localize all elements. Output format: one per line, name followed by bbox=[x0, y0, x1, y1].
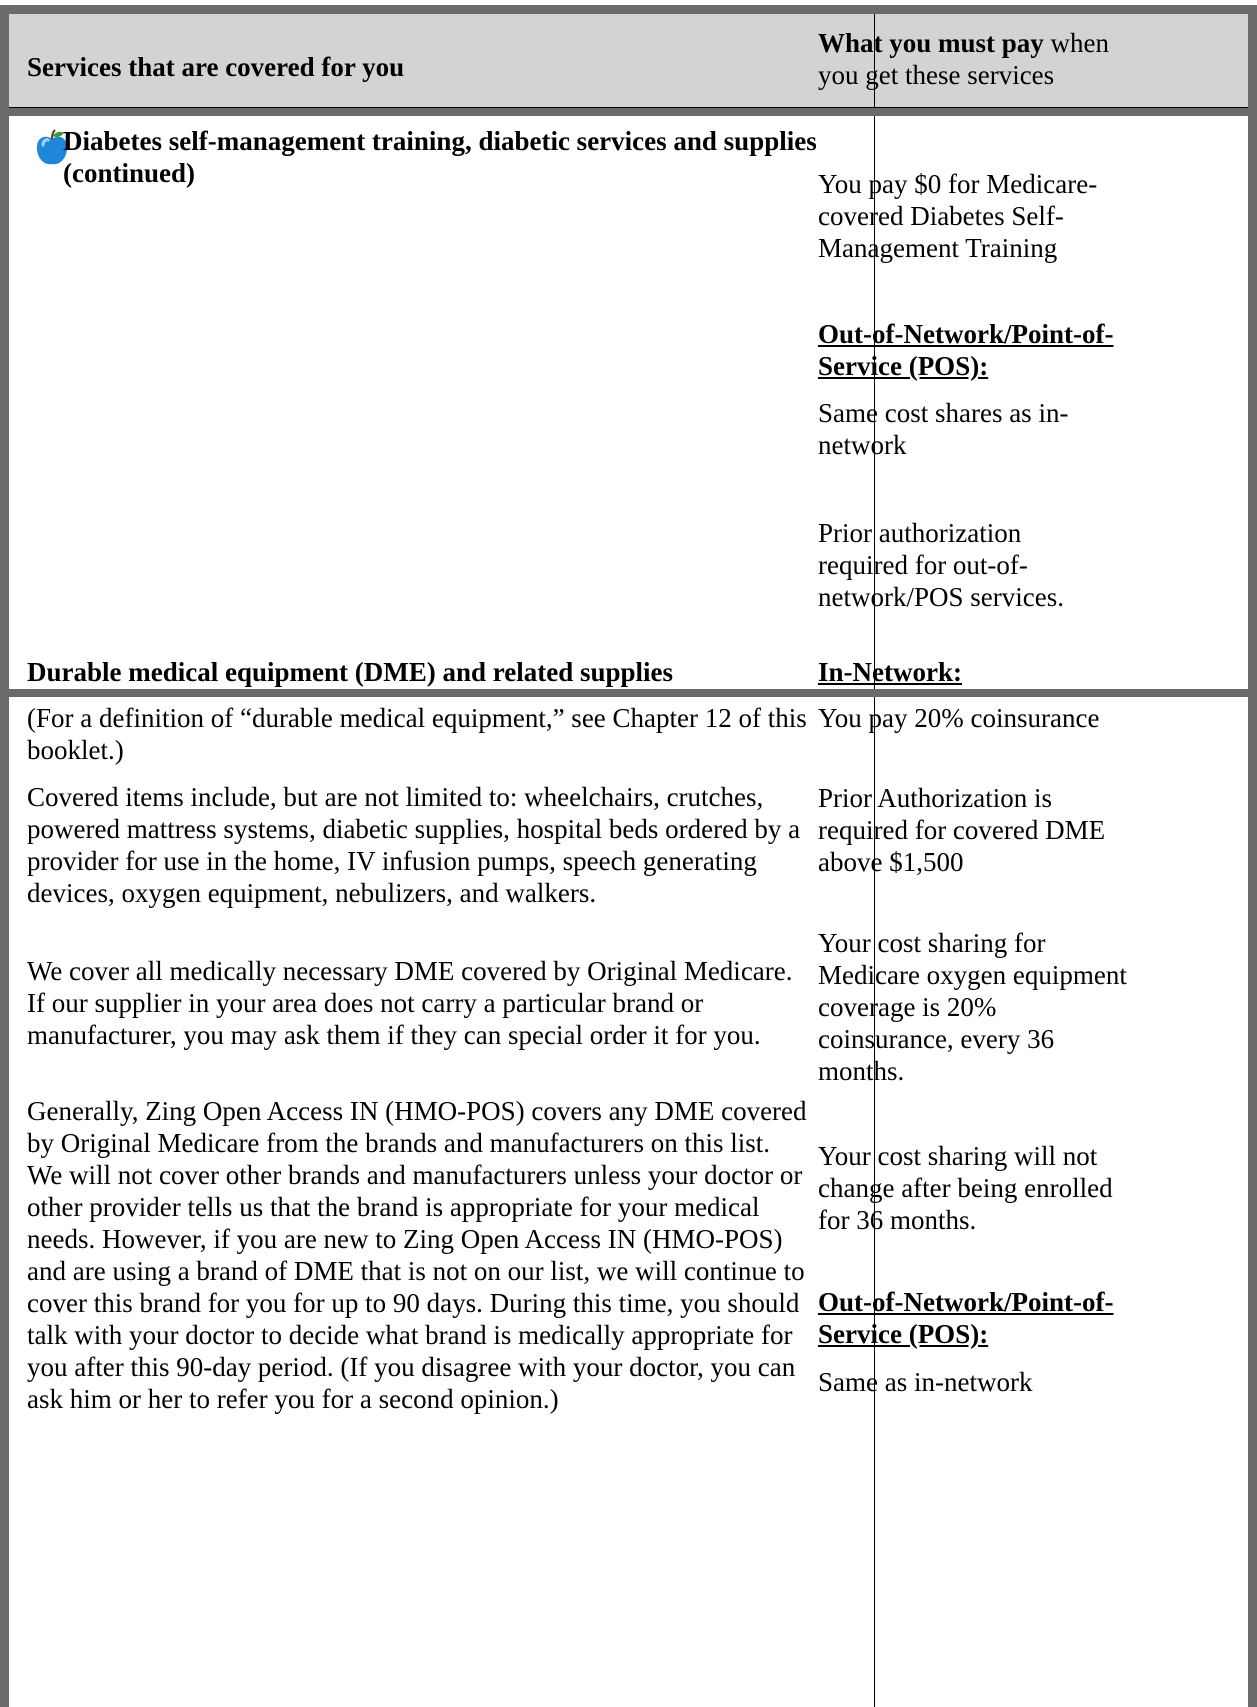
row2-covered-items: Covered items include, but are not limited to: wheelchairs, crutches, powered mattress systems, diabetic supplies, hospital beds ordered by a provider for use in the home, IV infusion pumps, speech generating devices, oxygen equipment, nebulizers, and walkers. bbox=[27, 782, 801, 908]
row2-oxygen: Your cost sharing for Medicare oxygen equipment coverage is 20% coinsurance, every 36 months. bbox=[818, 928, 1127, 1086]
row-separator bbox=[0, 689, 1257, 697]
row2-cover-all: We cover all medically necessary DME covered by Original Medicare. If our supplier in your area does not carry a particular brand or manufacturer, you may ask them if they can special order it for you. bbox=[27, 956, 793, 1050]
row2-prior-auth: Prior Authorization is required for covered DME above $1,500 bbox=[818, 783, 1106, 877]
header-payment bbox=[818, 27, 1148, 91]
row2-no-change: Your cost sharing will not change after being enrolled for 36 months. bbox=[818, 1141, 1113, 1235]
row1-title-text: Diabetes self-management training, diabetic services and supplies (continued) bbox=[63, 126, 817, 188]
header-services: Services that are covered for you bbox=[27, 52, 405, 82]
row-separator bbox=[0, 108, 1257, 116]
header-payment-rest: when you get these services bbox=[818, 28, 1110, 90]
row2-oon-heading: Out-of-Network/Point-of-Service (POS): bbox=[818, 1287, 1114, 1349]
row2-title: Durable medical equipment (DME) and related supplies bbox=[27, 657, 674, 687]
row1-oon-heading: Out-of-Network/Point-of-Service (POS): bbox=[818, 319, 1114, 381]
header-payment-bold: What you must pay bbox=[818, 28, 1044, 58]
row2-coinsurance: You pay 20% coinsurance bbox=[818, 703, 1100, 733]
row1-title bbox=[63, 125, 853, 189]
row2-definition: (For a definition of “durable medical equipment,” see Chapter 12 of this booklet.) bbox=[27, 703, 807, 765]
row1-pay-text: You pay $0 for Medicare-covered Diabetes Self-Management Training bbox=[818, 169, 1098, 263]
row2-generally: Generally, Zing Open Access IN (HMO-POS) covers any DME covered by Original Medicare from the brands and manufacturers on this list. We will not cover other brands and manufacturers unless your doctor or other provider tells us that the brand is appropriate for your medical needs. However, if you are new to Zing Open Access IN (HMO-POS) and are using a brand of DME that is not on our list, we will continue to cover this brand for you for up to 90 days. During this time, you should talk with your doctor to decide what brand is medically appropriate for you after this 90-day period. (If you disagree with your doctor, you can ask him or her to refer you for a second opinion.) bbox=[27, 1096, 807, 1414]
row1-oon-text: Same cost shares as in-network bbox=[818, 398, 1069, 460]
row1-prior-auth: Prior authorization required for out-of-network/POS services. bbox=[818, 518, 1064, 612]
row2-in-network-heading: In-Network: bbox=[818, 657, 962, 687]
row2-oon-text: Same as in-network bbox=[818, 1367, 1033, 1397]
